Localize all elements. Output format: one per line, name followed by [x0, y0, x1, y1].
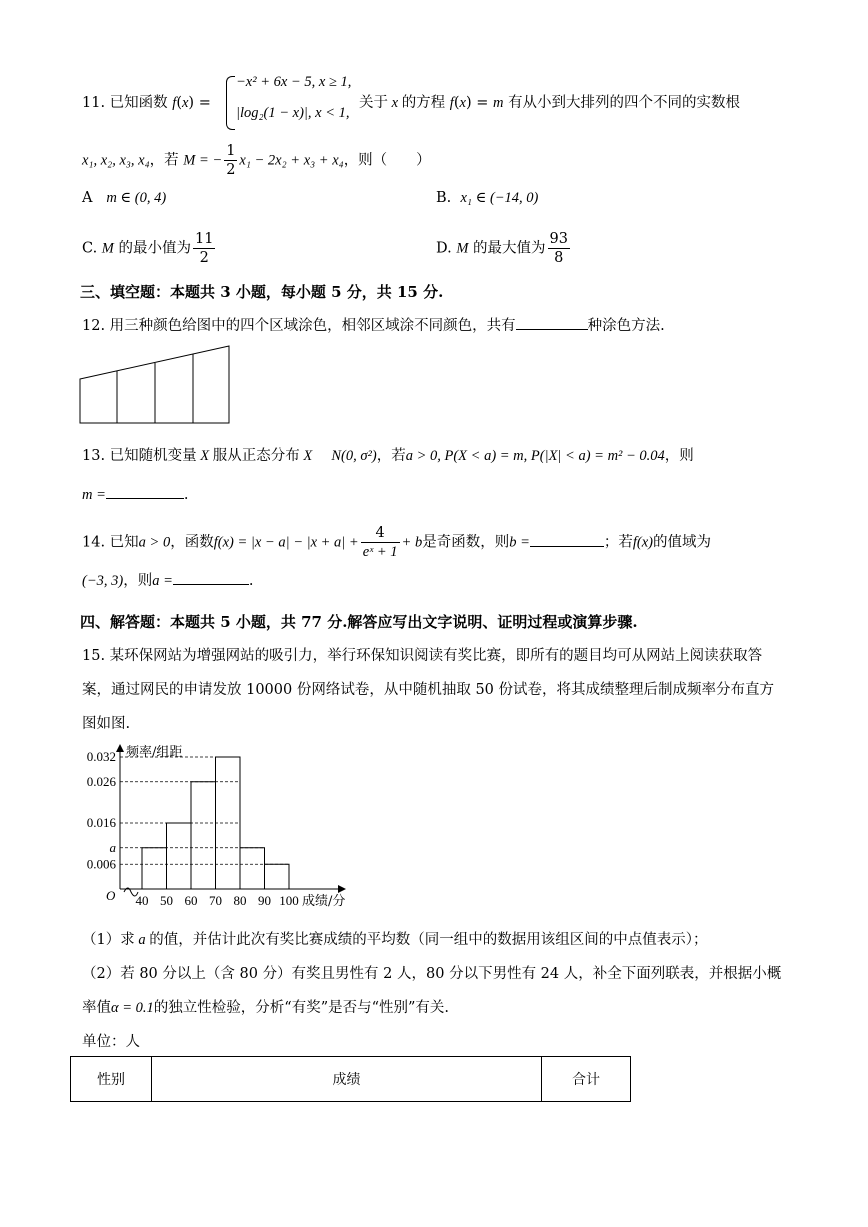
histogram-bar: [240, 848, 265, 889]
x-axis-arrow: [338, 885, 346, 893]
histogram-bar: [265, 864, 290, 889]
y-tick-label: 0.026: [86, 773, 116, 789]
q13-line2: m = .: [82, 484, 189, 504]
option-c-fraction: $\frac{11}{2}$: [195, 231, 214, 266]
table-header-total: 合计: [542, 1057, 631, 1102]
q11-line1: 11. 已知函数 f(x) =: [82, 95, 211, 111]
piecewise-brace: [226, 76, 235, 130]
histogram-labels: [87, 744, 346, 909]
q11-line1-tail: 关于 x 的方程 f(x) = m 有从小到大排列的四个不同的实数根: [359, 95, 741, 111]
q14-blank-a[interactable]: [173, 570, 249, 585]
y-axis-arrow: [116, 744, 124, 752]
q14-fraction: $\frac{4}{\text{eˣ + 1}}$: [362, 525, 398, 560]
q15-sub-3: 率值α = 0.1的独立性检验，分析“有奖”是否与“性别”有关.: [82, 1000, 450, 1016]
q15-para-3: 图如图.: [82, 716, 131, 732]
q11-line2: x₁, x₂, x₃, x₄，若 M = − $\frac{1}{2}$ x₁ − 2x₂ + x₃ + x₄，则（ ）: [82, 143, 431, 178]
q11-option-d[interactable]: D. M 的最大值为 $\frac{93}{8}$: [436, 231, 568, 266]
q11-half-fraction: $\frac{1}{2}$: [226, 143, 236, 178]
q15-para-1: 15. 某环保网站为增强网站的吸引力，举行环保知识阅读有奖比赛，即所有的题目均可从网站上阅读获取答: [82, 648, 763, 664]
contingency-table: [70, 1056, 631, 1102]
unit-label: 单位：人: [82, 1034, 140, 1050]
q13-blank[interactable]: [106, 484, 184, 499]
q11-option-a[interactable]: A m ∈ (0, 4): [82, 190, 167, 206]
histogram-bar: [191, 782, 216, 889]
section-4-heading: 四、解答题：本题共 5 小题，共 77 分.解答应写出文字说明、证明过程或演算步骤.: [80, 613, 638, 631]
histogram-axes: [116, 744, 346, 896]
q12-region-figure: [76, 343, 236, 427]
x-tick-label: 40: [135, 893, 149, 908]
section-3-heading: 三、填空题：本题共 3 小题，每小题 5 分，共 15 分.: [80, 283, 444, 301]
q14-blank-b[interactable]: [530, 532, 604, 547]
table-header-gender: 性别: [71, 1057, 152, 1102]
q14-line1: 14. 已知a > 0，函数f(x) = |x − a| − |x + a| + $\frac{4}{\text{eˣ + 1}}$ + b是奇函数，则b = ；若f(x)的值域为: [82, 525, 712, 560]
q11-option-c[interactable]: C. M 的最小值为 $\frac{11}{2}$: [82, 231, 214, 266]
x-tick-label: 100: [279, 893, 299, 908]
origin-label: O: [106, 888, 116, 903]
q12-blank[interactable]: [516, 315, 588, 330]
q15-para-2: 案，通过网民的申请发放 10000 份网络试卷，从中随机抽取 50 份试卷，将其成绩整理后制成频率分布直方: [82, 682, 775, 698]
q15-sub-1: （1）求 a 的值，并估计此次有奖比赛成绩的平均数（同一组中的数据用该组区间的中点值表示）；: [82, 932, 708, 948]
table-row: [71, 1057, 631, 1102]
table-header-score: 成绩: [152, 1057, 542, 1102]
x-tick-label: 60: [184, 893, 198, 908]
q11-piece-1: −x² + 6x − 5, x ≥ 1,: [236, 74, 352, 90]
x-axis-label: 成绩/分: [302, 894, 346, 909]
q13-line1: 13. 已知随机变量 X 服从正态分布 X N(0, σ²)，若a > 0, P(X < a) = m, P(|X| < a) = m² − 0.04，则: [82, 448, 694, 464]
histogram-bars: [142, 757, 289, 889]
frequency-histogram: [70, 742, 370, 912]
histogram-bar: [167, 823, 192, 889]
x-tick-label: 90: [258, 893, 271, 908]
x-tick-label: 80: [233, 893, 247, 908]
x-tick-label: 70: [209, 893, 222, 908]
option-d-fraction: $\frac{93}{8}$: [549, 231, 568, 266]
y-tick-label: 0.032: [86, 749, 116, 764]
q15-sub-2: （2）若 80 分以上（含 80 分）有奖且男性有 2 人，80 分以下男性有 24 人，补全下面列联表，并根据小概: [82, 966, 782, 982]
q12-text: 12. 用三种颜色给图中的四个区域涂色，相邻区域涂不同颜色，共有 种涂色方法.: [82, 314, 665, 335]
x-tick-label: 50: [160, 893, 173, 908]
q14-line2: (−3, 3)，则a = .: [82, 569, 253, 590]
y-tick-label: 0.016: [86, 815, 116, 830]
histogram-bar: [142, 848, 167, 889]
y-axis-label: 频率/组距: [126, 745, 183, 760]
y-tick-label: a: [109, 839, 116, 855]
q11-option-b[interactable]: B. x₁ ∈ (−14, 0): [436, 190, 539, 206]
q11-piece-2: |log₂(1 − x)|, x < 1,: [236, 105, 350, 121]
q11-number: 11.: [82, 95, 106, 111]
y-tick-label: 0.006: [86, 856, 116, 872]
